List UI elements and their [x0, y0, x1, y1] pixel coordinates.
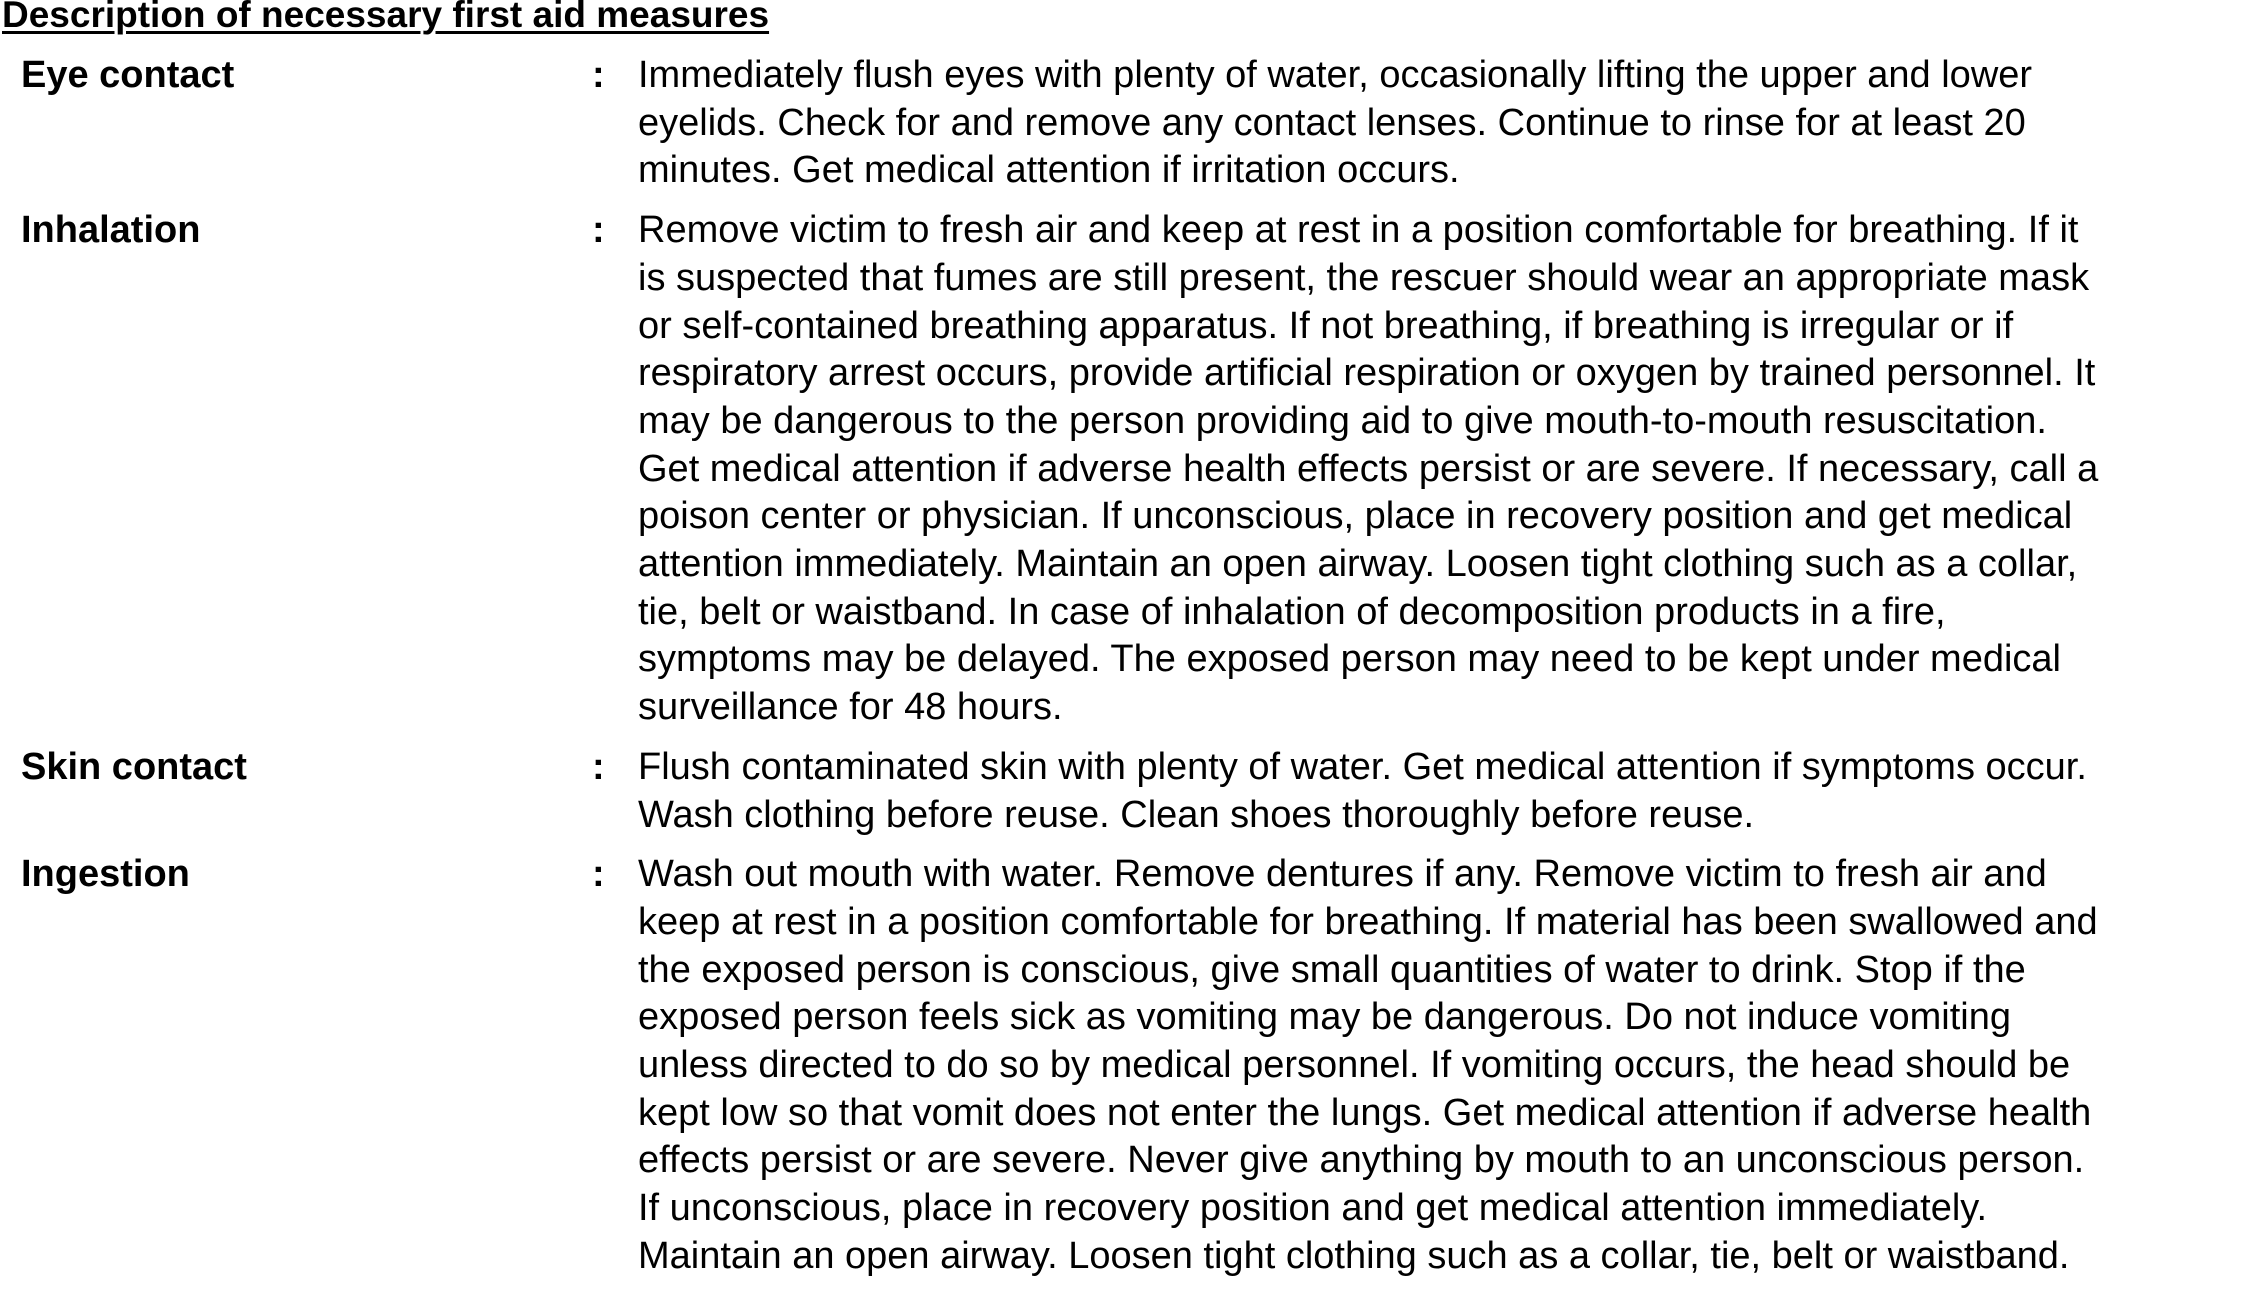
entry-text: Remove victim to fresh air and keep at rest in a position comfortable for breathing. If it is suspected that fumes are still present, the rescuer should wear an appropriate mask or self-contained breathing apparatus. If not breathing, if breathing is irregular or if respiratory arrest occurs, provide artificial respiration or oxygen by trained personnel. It may be dangerous to the person providing aid to give mouth-to-mouth resuscitation. Get medical attention if adverse health effects persist or are severe. If necessary, call a poison center or physician. If unconscious, place in recovery position and get medical attention immediately. Maintain an open airway. Loosen tight clothing such as a collar, tie, belt or waistband. In case of inhalation of decomposition products in a fire, symptoms may be delayed. The exposed person may need to be kept under medical surveillance for 48 hours. [638, 209, 2099, 729]
entry-colon: : [592, 54, 605, 96]
entry-skin-contact [0, 744, 2242, 839]
entry-label: Skin contact [21, 745, 247, 788]
entry-colon: : [592, 853, 605, 896]
entry-colon: : [592, 209, 605, 252]
entry-text: Wash out mouth with water. Remove dentures if any. Remove victim to fresh air and keep at rest in a position comfortable for breathing. If material has been swallowed and the exposed person is conscious, give small quantities of water to drink. Stop if the exposed person feels sick as vomiting may be dangerous. Do not induce vomiting unless directed to do so by medical personnel. If vomiting occurs, the head should be kept low so that vomit does not enter the lungs. Get medical attention if adverse health effects persist or are severe. Never give anything by mouth to an unconscious person. If unconscious, place in recovery position and get medical attention immediately. Maintain an open airway. Loosen tight clothing such as a collar, tie, belt or waistband. [638, 853, 2098, 1277]
entry-text: Flush contaminated skin with plenty of water. Get medical attention if symptoms occur. Wash clothing before reuse. Clean shoes thoroughly before reuse. [638, 745, 2087, 836]
entry-colon: : [592, 745, 605, 788]
first-aid-entries [0, 52, 2242, 1293]
entry-ingestion [0, 851, 2242, 1280]
entry-label: Ingestion [21, 853, 190, 896]
entry-eye-contact [0, 52, 2242, 195]
entry-inhalation [0, 207, 2242, 732]
entry-label: Inhalation [21, 209, 201, 252]
section-heading: Description of necessary first aid measures [2, 0, 770, 35]
entry-text: Immediately flush eyes with plenty of water, occasionally lifting the upper and lower eyelids. Check for and remove any contact lenses. Continue to rinse for at least 20 minutes. Get medical attention if irritation occurs. [638, 54, 2033, 192]
entry-label: Eye contact [21, 54, 235, 96]
